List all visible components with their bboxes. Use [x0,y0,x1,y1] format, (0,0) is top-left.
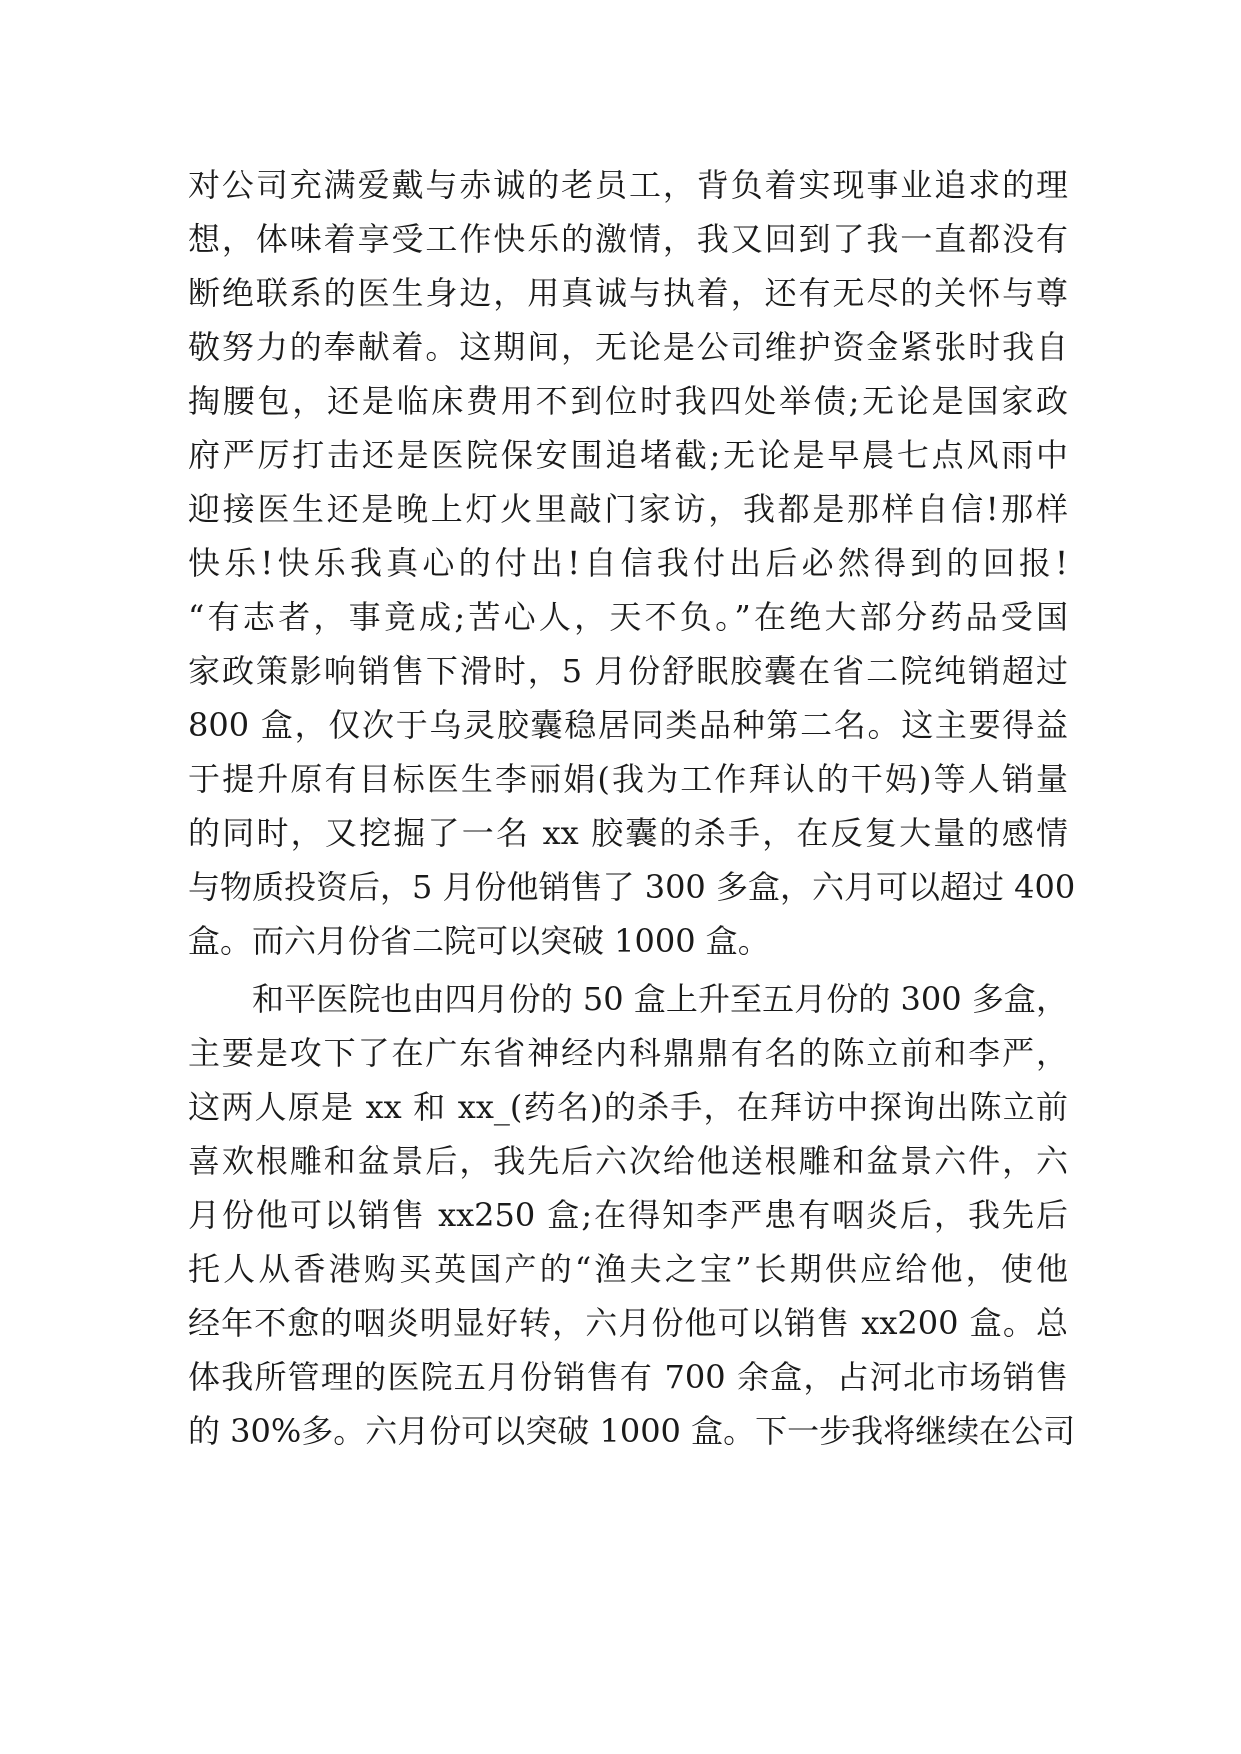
text-line: 家政策影响销售下滑时，5 月份舒眠胶囊在省二院纯销超过 [188,652,1068,690]
text-line: “有志者，事竟成;苦心人，天不负。”在绝大部分药品受国 [188,598,1068,636]
text-line: 体我所管理的医院五月份销售有 700 余盒，占河北市场销售 [188,1358,1068,1396]
text-line: 月份他可以销售 xx250 盒;在得知李严患有咽炎后，我先后 [188,1196,1068,1234]
text-line: 于提升原有目标医生李丽娟(我为工作拜认的干妈)等人销量 [188,760,1068,798]
text-line: 断绝联系的医生身边，用真诚与执着，还有无尽的关怀与尊 [188,274,1068,312]
text-line: 这两人原是 xx 和 xx_(药名)的杀手，在拜访中探询出陈立前 [188,1088,1068,1126]
text-line: 托人从香港购买英国产的“渔夫之宝”长期供应给他，使他 [188,1250,1068,1288]
text-line: 喜欢根雕和盆景后，我先后六次给他送根雕和盆景六件，六 [188,1142,1068,1180]
paragraph-2 [188,972,1076,1458]
text-line: 主要是攻下了在广东省神经内科鼎鼎有名的陈立前和李严， [188,1034,1068,1072]
text-line: 与物质投资后，5 月份他销售了 300 多盒，六月可以超过 400 [188,868,1076,906]
text-line: 的同时，又挖掘了一名 xx 胶囊的杀手，在反复大量的感情 [188,814,1068,852]
text-line: 经年不愈的咽炎明显好转，六月份他可以销售 xx200 盒。总 [188,1304,1068,1342]
text-line: 敬努力的奉献着。这期间，无论是公司维护资金紧张时我自 [188,328,1068,366]
text-line: 对公司充满爱戴与赤诚的老员工，背负着实现事业追求的理 [188,166,1068,204]
text-line: 800 盒，仅次于乌灵胶囊稳居同类品种第二名。这主要得益 [188,706,1068,744]
text-line: 和平医院也由四月份的 50 盒上升至五月份的 300 多盒， [252,980,1068,1018]
text-line: 盒。而六月份省二院可以突破 1000 盒。 [188,922,770,960]
text-line: 掏腰包，还是临床费用不到位时我四处举债;无论是国家政 [188,382,1068,420]
document-body [188,158,1076,1458]
text-line: 的 30%多。六月份可以突破 1000 盒。下一步我将继续在公司 [188,1412,1076,1450]
text-line: 府严厉打击还是医院保安围追堵截;无论是早晨七点风雨中 [188,436,1068,474]
paragraph-1 [188,158,1076,968]
text-line: 迎接医生还是晚上灯火里敲门家访，我都是那样自信!那样 [188,490,1068,528]
text-line: 快乐!快乐我真心的付出!自信我付出后必然得到的回报! [188,544,1068,582]
text-line: 想，体味着享受工作快乐的激情，我又回到了我一直都没有 [188,220,1068,258]
